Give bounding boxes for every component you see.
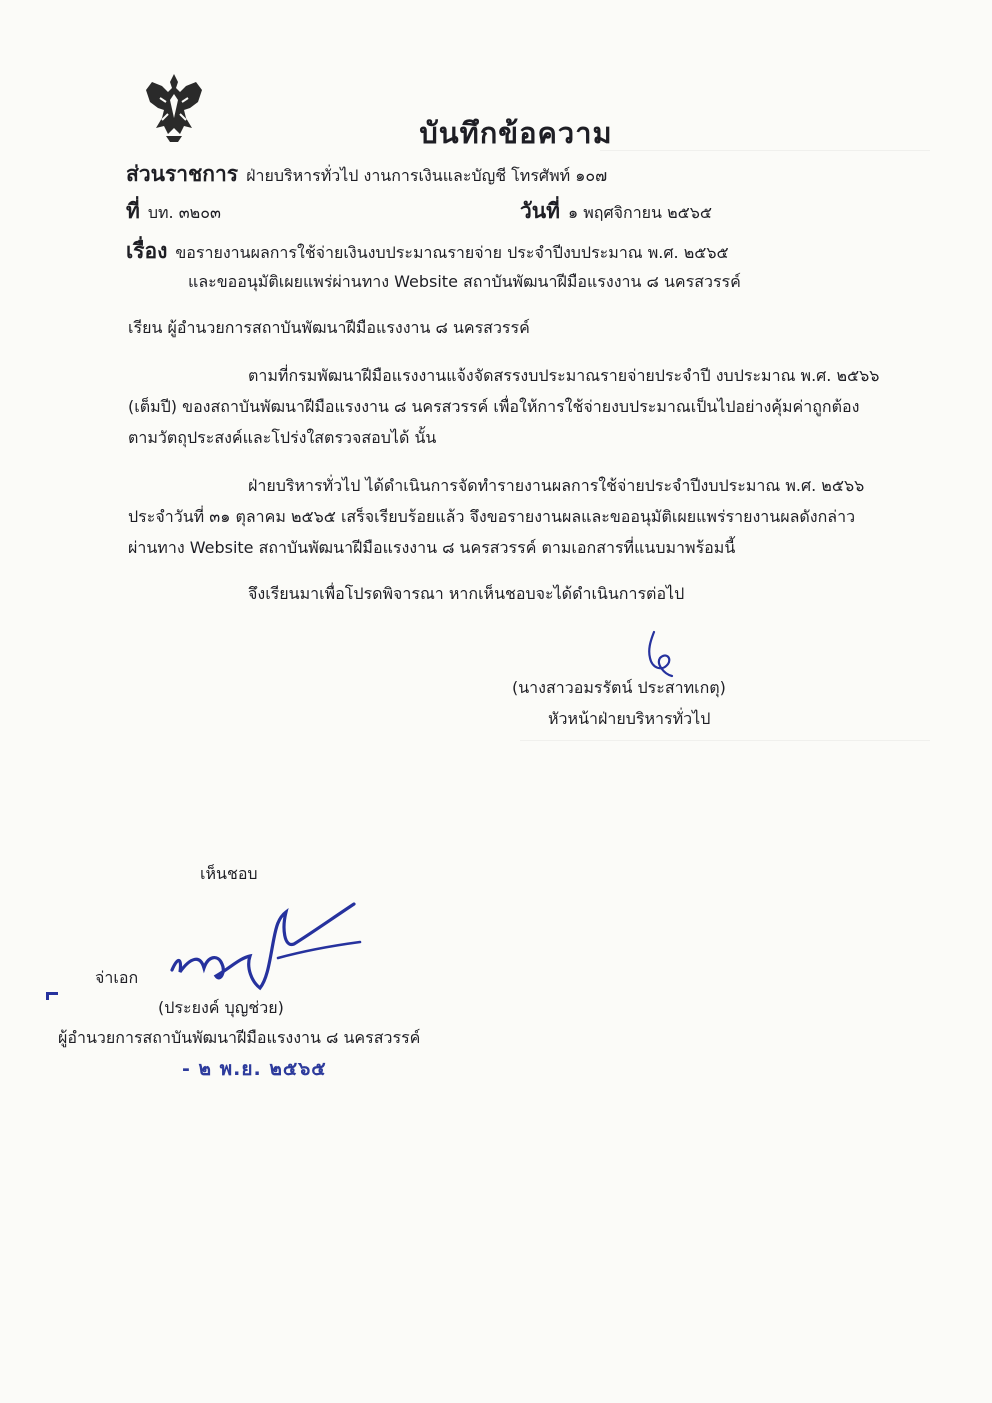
paragraph-2-line-3: ผ่านทาง Website สถาบันพัฒนาฝีมือแรงงาน ๘ นครสวรรค์ ตามเอกสารที่แนบมาพร้อมนี้ — [128, 538, 736, 557]
approver-rank: จ่าเอก — [95, 968, 139, 987]
agency-label: ส่วนราชการ — [126, 162, 239, 186]
subject-line-2: และขออนุมัติเผยแพร่ผ่านทาง Website สถาบันพัฒนาฝีมือแรงงาน ๘ นครสวรรค์ — [188, 272, 741, 291]
paragraph-2 — [128, 470, 928, 563]
paragraph-2-line-1: ฝ่ายบริหารทั่วไป ได้ดำเนินการจัดทำรายงานผลการใช้จ่ายประจำปีงบประมาณ พ.ศ. ๒๕๖๖ — [248, 476, 865, 495]
paragraph-3 — [128, 578, 928, 609]
date-value: ๑ พฤศจิกายน ๒๕๖๕ — [568, 203, 712, 222]
signer-signature-icon — [640, 628, 680, 680]
reference-row — [126, 195, 221, 228]
paragraph-1-line-2: (เต็มปี) ของสถาบันพัฒนาฝีมือแรงงาน ๘ นครสวรรค์ เพื่อให้การใช้จ่ายงบประมาณเป็นไปอย่างคุ้มค่าถูกต้อง — [128, 397, 860, 416]
director-signature-icon — [160, 898, 370, 998]
date-stamp: - ๒ พ.ย. ๒๕๖๕ — [182, 1058, 327, 1080]
paragraph-1 — [128, 360, 928, 453]
date-label: วันที่ — [520, 199, 560, 223]
signer-position: หัวหน้าฝ่ายบริหารทั่วไป — [548, 709, 711, 728]
salutation: เรียน ผู้อำนวยการสถาบันพัฒนาฝีมือแรงงาน ๘ นครสวรรค์ — [128, 318, 530, 337]
page-title: บันทึกข้อความ — [419, 116, 613, 150]
bleed-through-area-bottom — [520, 740, 930, 901]
closing-line: จึงเรียนมาเพื่อโปรดพิจารณา หากเห็นชอบจะได้ดำเนินการต่อไป — [248, 584, 685, 603]
approve-text: เห็นชอบ — [200, 864, 258, 883]
agency-row — [126, 158, 607, 191]
approver-position: ผู้อำนวยการสถาบันพัฒนาฝีมือแรงงาน ๘ นครสวรรค์ — [58, 1028, 421, 1047]
agency-value: ฝ่ายบริหารทั่วไป งานการเงินและบัญชี โทรศัพท์ ๑๐๗ — [246, 166, 608, 185]
subject-line-1: ขอรายงานผลการใช้จ่ายเงินงบประมาณรายจ่าย ประจำปีงบประมาณ พ.ศ. ๒๕๖๕ — [175, 243, 729, 262]
bleed-through-area-top — [600, 150, 930, 291]
paragraph-2-line-2: ประจำวันที่ ๓๑ ตุลาคม ๒๕๖๕ เสร็จเรียบร้อยแล้ว จึงขอรายงานผลและขออนุมัติเผยแพร่รายงานผลดังกล่าว — [128, 507, 856, 526]
margin-mark-tick — [46, 992, 49, 1000]
paragraph-1-line-1: ตามที่กรมพัฒนาฝีมือแรงงานแจ้งจัดสรรงบประมาณรายจ่ายประจำปี งบประมาณ พ.ศ. ๒๕๖๖ — [248, 366, 880, 385]
approver-name: (ประยงค์ บุญช่วย) — [158, 998, 284, 1017]
paragraph-1-line-3: ตามวัตถุประสงค์และโปร่งใสตรวจสอบได้ นั้น — [128, 428, 437, 447]
reference-number: บท. ๓๒๐๓ — [147, 203, 221, 222]
subject-label: เรื่อง — [126, 239, 168, 263]
signer-name: (นางสาวอมรรัตน์ ประสาทเกตุ) — [512, 678, 726, 697]
reference-label: ที่ — [126, 199, 140, 223]
